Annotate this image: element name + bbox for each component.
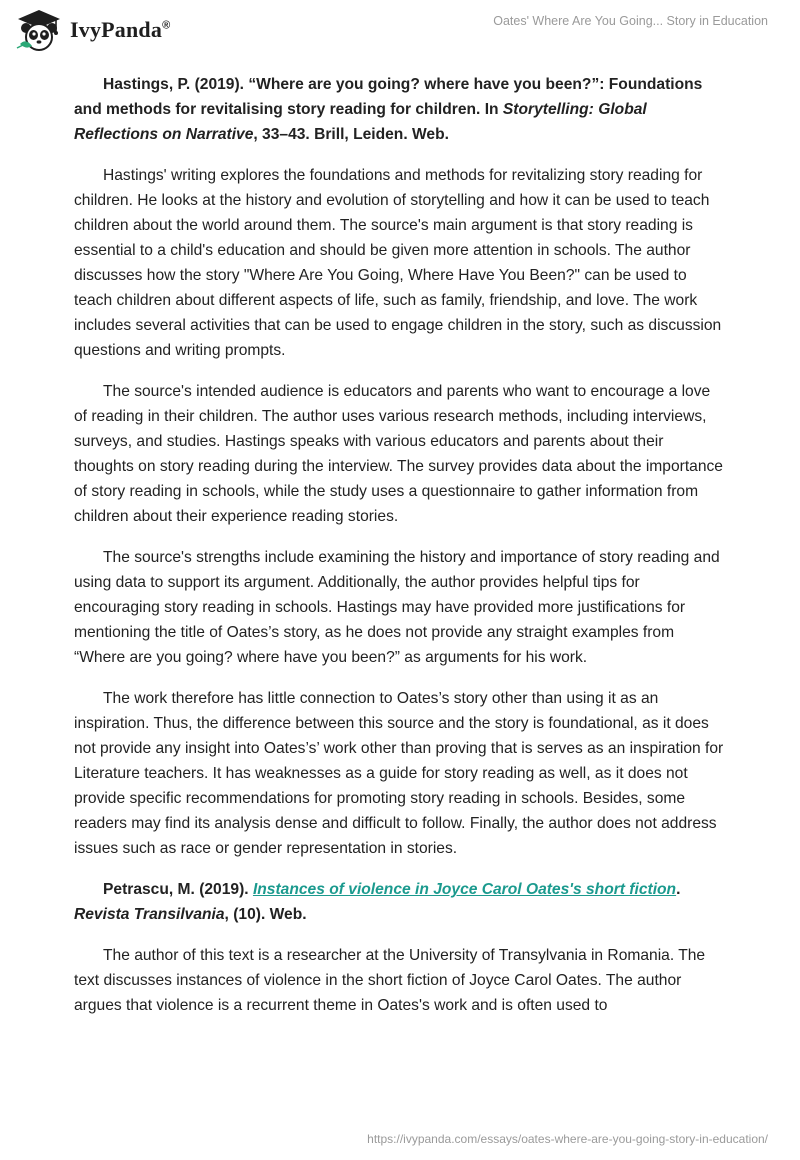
essay-content bbox=[74, 72, 726, 1034]
registered-mark: ® bbox=[162, 19, 171, 32]
reference-hastings bbox=[74, 72, 726, 147]
paragraph: Hastings' writing explores the foundations and methods for revitalizing story reading for children. He looks at the history and evolution of storytelling and how it can be used to teach children about the world around them. The source's main argument is that story reading is essential to a child's education and should be given more attention in schools. The author discusses how the story "Where Are You Going, Where Have You Been?" can be used to teach children about different aspects of life, such as family, friendship, and love. The work includes several activities that can be used to engage children in the story, such as discussion questions and writing prompts. bbox=[74, 167, 722, 359]
reference-petrascu-lead: Petrascu, M. (2019). bbox=[103, 881, 253, 898]
reference-petrascu bbox=[74, 877, 726, 927]
paragraph: The source's strengths include examining the history and importance of story reading and using data to support its argument. Additionally, the author provides helpful tips for encouraging story reading in schools. Hastings may have provided more justifications for mentioning the title of Oates’s story, as he does not provide any straight examples from “Where are you going? where have you been?” as arguments for his work. bbox=[74, 549, 720, 666]
brand-logo[interactable] bbox=[14, 8, 170, 52]
document-title: Oates' Where Are You Going... Story in Education bbox=[493, 14, 768, 28]
paragraph: The source's intended audience is educators and parents who want to encourage a love of reading in their children. The author uses various research methods, including interviews, surveys, and studies. Hastings speaks with various educators and parents about their thoughts on story reading during the interview. The survey provides data about the importance of story reading in schools, while the study uses a questionnaire to gather information from children about their experience reading stories. bbox=[74, 383, 723, 525]
source-url[interactable]: https://ivypanda.com/essays/oates-where-are-you-going-story-in-education/ bbox=[367, 1132, 768, 1146]
reference-petrascu-link[interactable]: Instances of violence in Joyce Carol Oates's short fiction bbox=[252, 881, 677, 898]
reference-petrascu-journal: Revista Transilvania bbox=[74, 906, 225, 923]
reference-hastings-book: Storytelling: Global Reflections on Narrative bbox=[74, 101, 647, 143]
paragraph: The author of this text is a researcher at the University of Transylvania in Romania. The text discusses instances of violence in the short fiction of Joyce Carol Oates. The author argues that violence is a recurrent theme in Oates's work and is often used to bbox=[74, 947, 706, 1014]
page-header bbox=[0, 0, 800, 60]
paragraph: The work therefore has little connection to Oates’s story other than using it as an inspiration. Thus, the difference between this source and the story is foundational, as it does not provide any insight into Oates’s’ work other than proving that is serves as an inspiration for Literature teachers. It has weaknesses as a guide for story reading as well, as it does not provide specific recommendations for promoting story reading in schools. Besides, some readers may find its analysis dense and difficult to follow. Finally, the author does not address issues such as race or gender representation in stories. bbox=[74, 690, 724, 857]
brand-name bbox=[70, 17, 170, 43]
reference-hastings-lead: Hastings, P. (2019). “Where are you going? where have you been?”: Foundations and methods for revitalising story reading for children. In bbox=[74, 76, 703, 118]
panda-logo-icon bbox=[14, 8, 64, 52]
reference-petrascu-tail: , (10). Web. bbox=[224, 906, 307, 923]
reference-hastings-tail: , 33–43. Brill, Leiden. Web. bbox=[253, 126, 449, 143]
reference-petrascu-dot: . bbox=[676, 881, 681, 898]
brand-text: IvyPanda bbox=[70, 17, 163, 42]
